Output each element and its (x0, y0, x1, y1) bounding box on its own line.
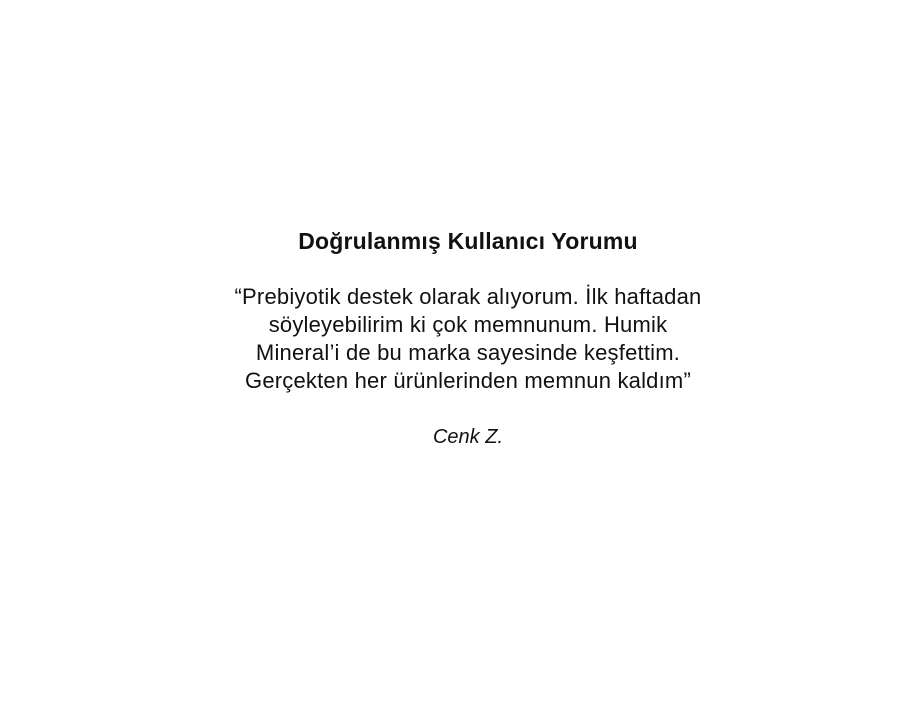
testimonial-heading: Doğrulanmış Kullanıcı Yorumu (298, 228, 638, 254)
testimonial-quote (148, 283, 788, 395)
quote-line-3: Mineral’i de bu marka sayesinde keşfettim. (255, 340, 681, 365)
testimonial-attribution: Cenk Z. (432, 426, 504, 448)
quote-line-2: söyleyebilirim ki çok memnunum. Humik (268, 312, 668, 337)
quote-line-4: Gerçekten her ürünlerinden memnun kaldım” (245, 368, 691, 393)
quote-line-1: “Prebiyotik destek olarak alıyorum. İlk haftadan (234, 284, 702, 309)
testimonial-section (148, 227, 788, 451)
